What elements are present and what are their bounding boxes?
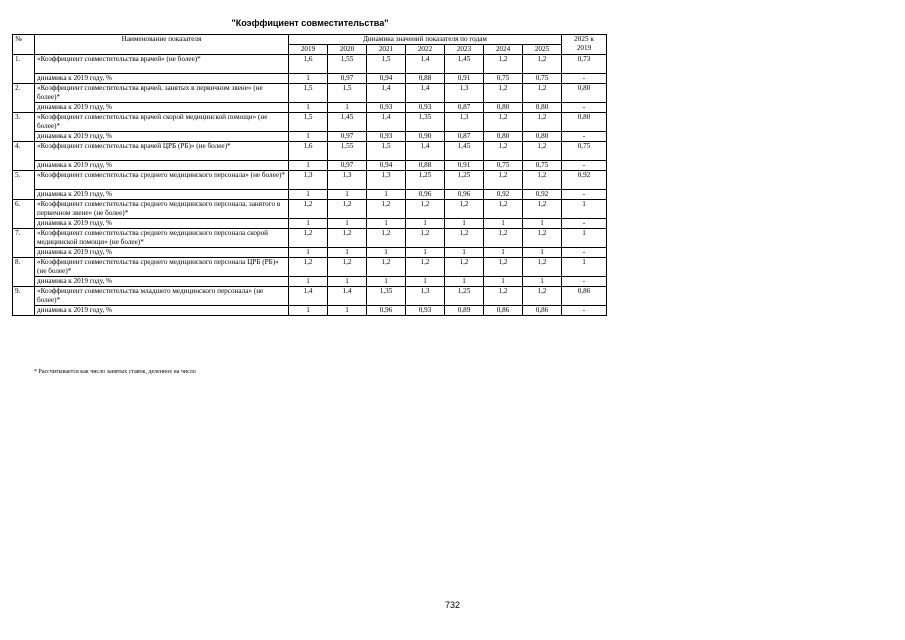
indicator-ratio: 0,80 bbox=[562, 84, 607, 103]
indicator-value: 1,2 bbox=[523, 200, 562, 219]
table-row bbox=[13, 84, 607, 103]
indicator-ratio: 0,73 bbox=[562, 55, 607, 74]
dynamics-value: 0,88 bbox=[406, 161, 445, 171]
header-ratio-top: 2025 к bbox=[574, 35, 594, 43]
row-number: 5. bbox=[13, 171, 35, 200]
header-year: 2019 bbox=[289, 45, 328, 55]
dynamics-value: 1 bbox=[484, 248, 523, 258]
indicator-value: 1,45 bbox=[445, 142, 484, 161]
indicator-value: 1,2 bbox=[523, 55, 562, 74]
table-body bbox=[13, 55, 607, 316]
dynamics-value: 0,94 bbox=[367, 74, 406, 84]
indicator-value: 1,2 bbox=[367, 258, 406, 277]
table-row bbox=[13, 229, 607, 248]
dynamics-value: 1 bbox=[289, 103, 328, 113]
indicator-value: 1,5 bbox=[289, 113, 328, 132]
dynamics-value: 0,93 bbox=[367, 132, 406, 142]
dynamics-value: 1 bbox=[328, 190, 367, 200]
dynamics-value: 0,90 bbox=[406, 132, 445, 142]
header-year: 2024 bbox=[484, 45, 523, 55]
dynamics-label: динамика к 2019 году, % bbox=[35, 74, 289, 84]
dynamics-value: 0,94 bbox=[367, 161, 406, 171]
table-row bbox=[13, 287, 607, 306]
dynamics-ratio: - bbox=[562, 132, 607, 142]
dynamics-ratio: - bbox=[562, 219, 607, 229]
indicator-value: 1,3 bbox=[445, 84, 484, 103]
indicator-value: 1,2 bbox=[289, 200, 328, 219]
indicator-value: 1,4 bbox=[289, 287, 328, 306]
dynamics-label: динамика к 2019 году, % bbox=[35, 248, 289, 258]
indicator-value: 1,2 bbox=[445, 229, 484, 248]
dynamics-value: 1 bbox=[328, 248, 367, 258]
indicator-value: 1,3 bbox=[445, 113, 484, 132]
dynamics-value: 1 bbox=[289, 277, 328, 287]
header-year: 2020 bbox=[328, 45, 367, 55]
dynamics-value: 1 bbox=[445, 219, 484, 229]
dynamics-value: 1 bbox=[289, 306, 328, 316]
indicator-value: 1,6 bbox=[289, 142, 328, 161]
indicator-value: 1,45 bbox=[328, 113, 367, 132]
indicator-value: 1,4 bbox=[406, 55, 445, 74]
dynamics-value: 1 bbox=[445, 248, 484, 258]
dynamics-value: 0,75 bbox=[484, 161, 523, 171]
indicator-ratio: 1 bbox=[562, 200, 607, 219]
dynamics-value: 0,96 bbox=[445, 190, 484, 200]
dynamics-label: динамика к 2019 году, % bbox=[35, 219, 289, 229]
header-dynamics: Динамика значений показателя по годам bbox=[289, 35, 562, 45]
dynamics-row bbox=[13, 103, 607, 113]
indicator-value: 1,4 bbox=[406, 142, 445, 161]
dynamics-value: 1 bbox=[406, 277, 445, 287]
row-number: 1. bbox=[13, 55, 35, 84]
dynamics-value: 1 bbox=[445, 277, 484, 287]
indicator-value: 1,2 bbox=[367, 200, 406, 219]
indicator-value: 1,2 bbox=[523, 113, 562, 132]
dynamics-label: динамика к 2019 году, % bbox=[35, 132, 289, 142]
row-number: 6. bbox=[13, 200, 35, 229]
dynamics-value: 1 bbox=[523, 248, 562, 258]
dynamics-value: 1 bbox=[367, 219, 406, 229]
dynamics-value: 0,92 bbox=[523, 190, 562, 200]
dynamics-row bbox=[13, 219, 607, 229]
indicator-value: 1,3 bbox=[328, 171, 367, 190]
dynamics-label: динамика к 2019 году, % bbox=[35, 277, 289, 287]
dynamics-label: динамика к 2019 году, % bbox=[35, 103, 289, 113]
indicator-name: «Коэффициент совместительства среднего медицинского персонала ЦРБ (РБ)» (не более)* bbox=[35, 258, 289, 277]
dynamics-ratio: - bbox=[562, 277, 607, 287]
indicator-value: 1,2 bbox=[484, 171, 523, 190]
header-year: 2025 bbox=[523, 45, 562, 55]
dynamics-value: 0,93 bbox=[367, 103, 406, 113]
indicator-value: 1,2 bbox=[523, 142, 562, 161]
dynamics-row bbox=[13, 161, 607, 171]
header-ratio-bottom: 2019 bbox=[576, 44, 592, 52]
dynamics-row bbox=[13, 190, 607, 200]
indicator-value: 1,25 bbox=[406, 171, 445, 190]
indicator-value: 1,2 bbox=[523, 229, 562, 248]
dynamics-ratio: - bbox=[562, 306, 607, 316]
dynamics-value: 0,80 bbox=[484, 132, 523, 142]
indicator-value: 1,2 bbox=[484, 287, 523, 306]
document-title: "Коэффициент совместительства" bbox=[231, 18, 389, 28]
dynamics-value: 0,87 bbox=[445, 103, 484, 113]
dynamics-value: 0,80 bbox=[523, 132, 562, 142]
dynamics-value: 1 bbox=[523, 277, 562, 287]
dynamics-value: 0,96 bbox=[406, 190, 445, 200]
dynamics-value: 0,89 bbox=[445, 306, 484, 316]
table-header bbox=[13, 35, 607, 55]
indicator-value: 1,35 bbox=[367, 287, 406, 306]
indicator-value: 1,35 bbox=[406, 113, 445, 132]
dynamics-value: 1 bbox=[406, 248, 445, 258]
indicator-value: 1,2 bbox=[523, 84, 562, 103]
header-indicator-name: Наименование показателя bbox=[35, 35, 289, 55]
dynamics-value: 1 bbox=[289, 132, 328, 142]
indicator-ratio: 0,92 bbox=[562, 171, 607, 190]
indicator-name: «Коэффициент совместительства врачей, занятых в первичном звене» (не более)* bbox=[35, 84, 289, 103]
header-ratio bbox=[562, 35, 607, 55]
indicator-value: 1,2 bbox=[484, 200, 523, 219]
indicator-value: 1,2 bbox=[289, 258, 328, 277]
indicator-value: 1,2 bbox=[328, 200, 367, 219]
row-number: 3. bbox=[13, 113, 35, 142]
dynamics-value: 1 bbox=[367, 277, 406, 287]
header-year: 2022 bbox=[406, 45, 445, 55]
dynamics-label: динамика к 2019 году, % bbox=[35, 306, 289, 316]
indicator-value: 1,6 bbox=[289, 55, 328, 74]
dynamics-value: 1 bbox=[367, 248, 406, 258]
dynamics-label: динамика к 2019 году, % bbox=[35, 190, 289, 200]
dynamics-row bbox=[13, 277, 607, 287]
dynamics-value: 0,87 bbox=[445, 132, 484, 142]
indicator-value: 1,5 bbox=[289, 84, 328, 103]
indicator-value: 1,2 bbox=[406, 229, 445, 248]
indicator-value: 1,2 bbox=[523, 171, 562, 190]
indicator-value: 1,2 bbox=[484, 55, 523, 74]
dynamics-value: 0,93 bbox=[406, 103, 445, 113]
dynamics-value: 0,97 bbox=[328, 74, 367, 84]
table-row bbox=[13, 200, 607, 219]
indicator-value: 1,5 bbox=[367, 55, 406, 74]
indicator-value: 1,2 bbox=[406, 200, 445, 219]
indicator-ratio: 0,80 bbox=[562, 113, 607, 132]
dynamics-value: 1 bbox=[289, 190, 328, 200]
dynamics-value: 0,75 bbox=[523, 74, 562, 84]
dynamics-value: 0,80 bbox=[484, 103, 523, 113]
indicator-value: 1,2 bbox=[484, 113, 523, 132]
header-year: 2023 bbox=[445, 45, 484, 55]
dynamics-ratio: - bbox=[562, 248, 607, 258]
row-number: 2. bbox=[13, 84, 35, 113]
dynamics-value: 1 bbox=[328, 277, 367, 287]
dynamics-value: 0,86 bbox=[484, 306, 523, 316]
dynamics-value: 0,97 bbox=[328, 161, 367, 171]
dynamics-value: 0,96 bbox=[367, 306, 406, 316]
indicator-name: «Коэффициент совместительства врачей ЦРБ (РБ)» (не более)* bbox=[35, 142, 289, 161]
dynamics-value: 1 bbox=[367, 190, 406, 200]
indicator-ratio: 0,75 bbox=[562, 142, 607, 161]
indicator-value: 1,5 bbox=[367, 142, 406, 161]
row-number: 4. bbox=[13, 142, 35, 171]
indicator-value: 1,55 bbox=[328, 142, 367, 161]
dynamics-value: 0,93 bbox=[406, 306, 445, 316]
dynamics-ratio: - bbox=[562, 103, 607, 113]
indicator-value: 1,25 bbox=[445, 287, 484, 306]
indicator-value: 1,2 bbox=[523, 258, 562, 277]
dynamics-ratio: - bbox=[562, 161, 607, 171]
dynamics-value: 1 bbox=[328, 103, 367, 113]
indicator-value: 1,3 bbox=[367, 171, 406, 190]
dynamics-value: 0,86 bbox=[523, 306, 562, 316]
indicator-value: 1,2 bbox=[445, 258, 484, 277]
header-year: 2021 bbox=[367, 45, 406, 55]
indicator-ratio: 0,86 bbox=[562, 287, 607, 306]
indicator-ratio: 1 bbox=[562, 229, 607, 248]
dynamics-value: 0,91 bbox=[445, 161, 484, 171]
dynamics-value: 1 bbox=[289, 161, 328, 171]
dynamics-value: 0,91 bbox=[445, 74, 484, 84]
indicator-name: «Коэффициент совместительства среднего медицинского персонала, занятого в первичном звене» (не более)* bbox=[35, 200, 289, 219]
row-number: 7. bbox=[13, 229, 35, 258]
indicators-table bbox=[12, 34, 607, 316]
indicator-value: 1,3 bbox=[289, 171, 328, 190]
table-row bbox=[13, 142, 607, 161]
footnote: * Рассчитывается как число занятых ставок, деленное на число bbox=[34, 369, 196, 375]
indicator-value: 1,2 bbox=[484, 142, 523, 161]
indicator-value: 1,2 bbox=[328, 258, 367, 277]
dynamics-row bbox=[13, 306, 607, 316]
dynamics-value: 1 bbox=[406, 219, 445, 229]
row-number: 8. bbox=[13, 258, 35, 287]
dynamics-value: 0,88 bbox=[406, 74, 445, 84]
indicator-value: 1,2 bbox=[445, 200, 484, 219]
indicator-ratio: 1 bbox=[562, 258, 607, 277]
dynamics-value: 1 bbox=[484, 219, 523, 229]
dynamics-value: 0,97 bbox=[328, 132, 367, 142]
dynamics-value: 0,80 bbox=[523, 103, 562, 113]
dynamics-value: 1 bbox=[289, 219, 328, 229]
indicator-value: 1,2 bbox=[484, 229, 523, 248]
indicator-value: 1,2 bbox=[406, 258, 445, 277]
dynamics-value: 0,75 bbox=[523, 161, 562, 171]
indicator-value: 1,4 bbox=[328, 287, 367, 306]
dynamics-label: динамика к 2019 году, % bbox=[35, 161, 289, 171]
dynamics-row bbox=[13, 248, 607, 258]
table-row bbox=[13, 258, 607, 277]
dynamics-row bbox=[13, 74, 607, 84]
dynamics-value: 1 bbox=[289, 74, 328, 84]
dynamics-value: 0,75 bbox=[484, 74, 523, 84]
indicator-name: «Коэффициент совместительства среднего медицинского персонала скорой медицинской помощи» (не более)* bbox=[35, 229, 289, 248]
indicator-value: 1,2 bbox=[328, 229, 367, 248]
indicator-value: 1,4 bbox=[406, 84, 445, 103]
indicator-value: 1,2 bbox=[367, 229, 406, 248]
dynamics-value: 0,92 bbox=[484, 190, 523, 200]
page-number: 732 bbox=[444, 600, 461, 610]
dynamics-ratio: - bbox=[562, 74, 607, 84]
dynamics-value: 1 bbox=[328, 306, 367, 316]
indicator-value: 1,2 bbox=[523, 287, 562, 306]
indicator-value: 1,3 bbox=[406, 287, 445, 306]
indicator-value: 1,2 bbox=[289, 229, 328, 248]
indicator-name: «Коэффициент совместительства врачей» (не более)* bbox=[35, 55, 289, 74]
indicator-value: 1,55 bbox=[328, 55, 367, 74]
header-number: № bbox=[13, 35, 35, 55]
indicator-value: 1,45 bbox=[445, 55, 484, 74]
dynamics-value: 1 bbox=[484, 277, 523, 287]
indicator-name: «Коэффициент совместительства младшего медицинского персонала» (не более)* bbox=[35, 287, 289, 306]
indicator-value: 1,4 bbox=[367, 84, 406, 103]
row-number: 9. bbox=[13, 287, 35, 316]
indicator-value: 1,5 bbox=[328, 84, 367, 103]
table-row bbox=[13, 55, 607, 74]
table-row bbox=[13, 171, 607, 190]
dynamics-value: 1 bbox=[289, 248, 328, 258]
dynamics-row bbox=[13, 132, 607, 142]
indicator-value: 1,4 bbox=[367, 113, 406, 132]
dynamics-value: 1 bbox=[523, 219, 562, 229]
table-row bbox=[13, 113, 607, 132]
indicator-name: «Коэффициент совместительства врачей скорой медицинской помощи» (не более)* bbox=[35, 113, 289, 132]
indicator-value: 1,2 bbox=[484, 258, 523, 277]
indicator-name: «Коэффициент совместительства среднего медицинского персонала» (не более)* bbox=[35, 171, 289, 190]
dynamics-value: 1 bbox=[328, 219, 367, 229]
indicator-value: 1,25 bbox=[445, 171, 484, 190]
indicator-value: 1,2 bbox=[484, 84, 523, 103]
dynamics-ratio: - bbox=[562, 190, 607, 200]
